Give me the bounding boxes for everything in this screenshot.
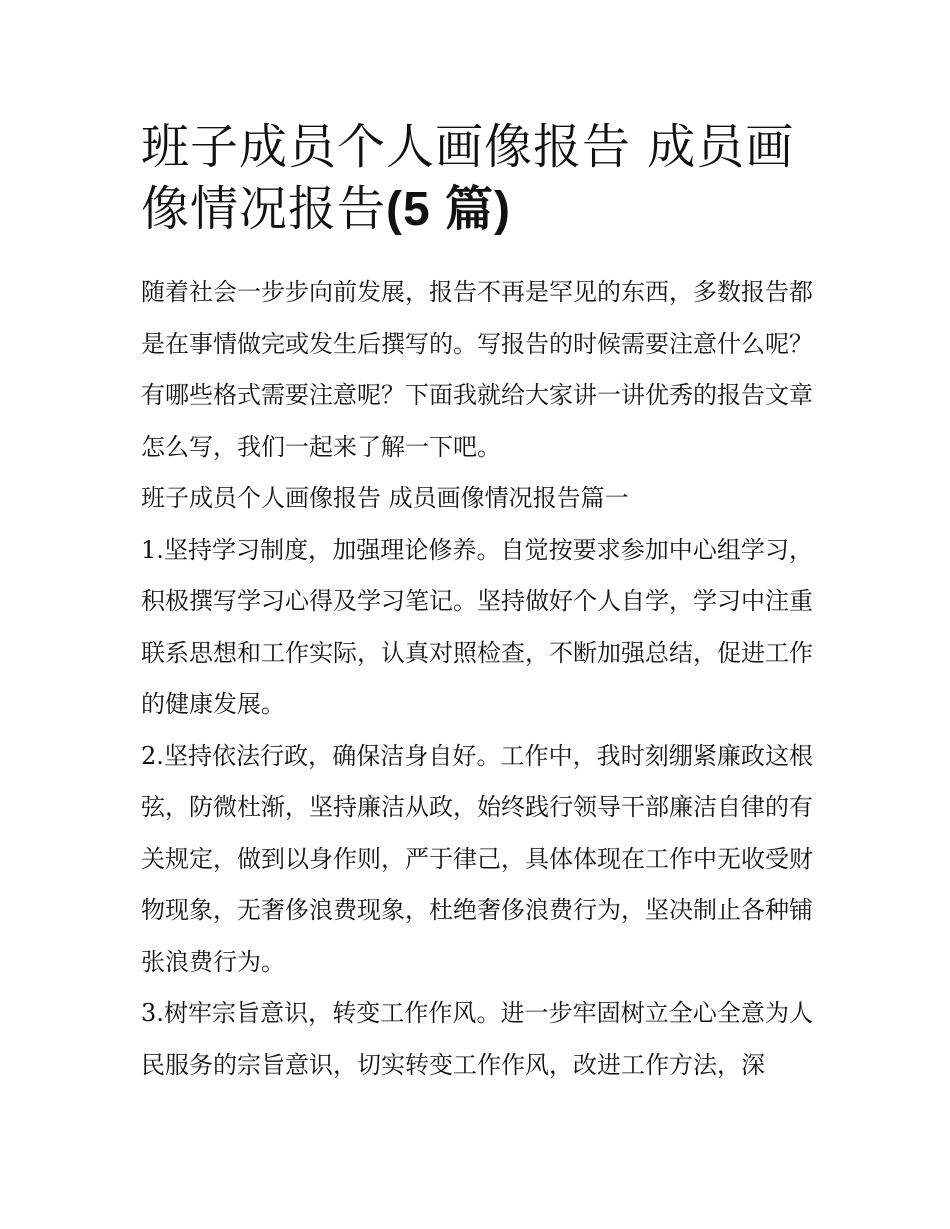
title-suffix: (5 篇): [386, 183, 512, 236]
intro-paragraph: 随着社会一步步向前发展，报告不再是罕见的东西，多数报告都是在事情做完或发生后撰写的。写报告的时候需要注意什么呢？有哪些格式需要注意呢？下面我就给大家讲一讲优秀的报告文章怎么写，我们一起来了解一下吧。: [141, 278, 813, 461]
body-paragraph-1: 1.坚持学习制度，加强理论修养。自觉按要求参加中心组学习，积极撰写学习心得及学习笔记。坚持做好个人自学，学习中注重联系思想和工作实际，认真对照检查，不断加强总结，促进工作的健康发展。: [141, 535, 813, 718]
body-paragraph-2: 2.坚持依法行政，确保洁身自好。工作中，我时刻绷紧廉政这根弦，防微杜渐，坚持廉洁从政，始终践行领导干部廉洁自律的有关规定，做到以身作则，严于律己，具体体现在工作中无收受财物现象，无奢侈浪费现象，杜绝奢侈浪费行为，坚决制止各种铺张浪费行为。: [141, 741, 813, 976]
body-paragraph-3: 3.树牢宗旨意识，转变工作作风。进一步牢固树立全心全意为人民服务的宗旨意识，切实转变工作作风，改进工作方法，深: [141, 999, 813, 1079]
section-heading: 班子成员个人画像报告 成员画像情况报告篇一: [141, 484, 629, 512]
document-title: [141, 116, 813, 241]
document-page: [141, 116, 813, 1091]
title-text: 班子成员个人画像报告 成员画像情况报告: [141, 119, 795, 237]
